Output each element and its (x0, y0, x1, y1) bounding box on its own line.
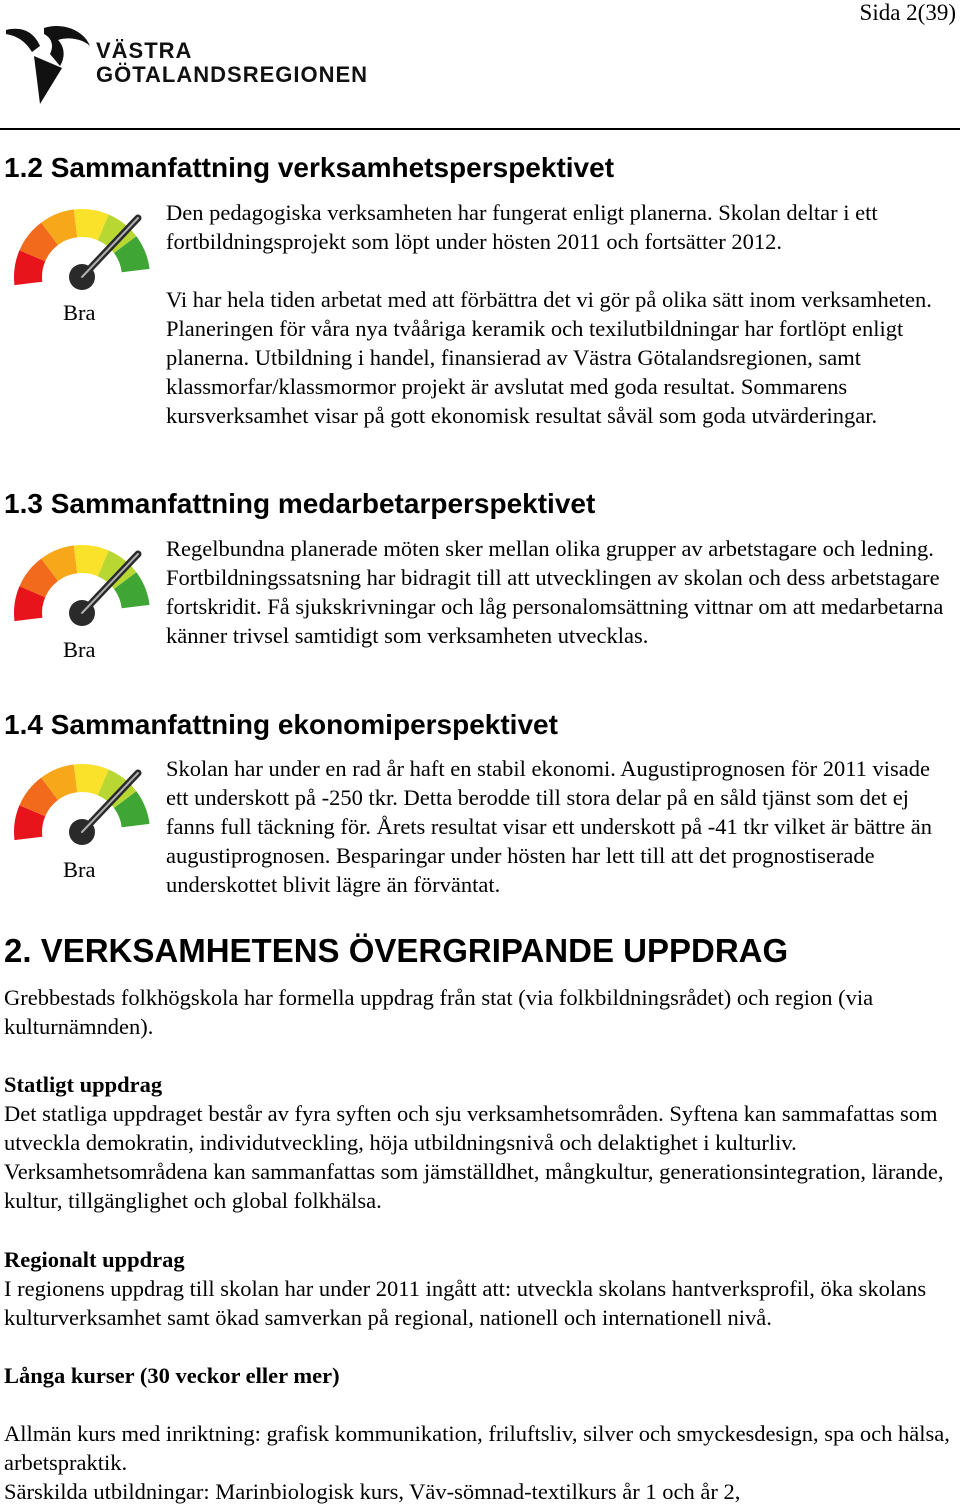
vgr-logo (4, 24, 394, 108)
paragraph-verksamhet-2: Vi har hela tiden arbetat med att förbättra det vi gör på olika sätt inom verksamheten. Planeringen för våra nya tvååriga keramik och texilutbildningar har fortlöpt enligt planerna. Utbildning i handel, finansierad av Västra Götalandsregionen, samt klassmorfar/klassmormor projekt är avslutat med goda resultat. Sommarens kursverksamhet visar på gott ekonomisk resultat såväl som goda utvärderingar. (166, 287, 932, 429)
general-courses-text: Allmän kurs med inriktning: grafisk kommunikation, friluftsliv, silver och smyckesdesign, spa och hälsa, arbetspraktik. (4, 1421, 950, 1476)
section-heading-ekonomi: 1.4 Sammanfattning ekonomiperspektivet (4, 709, 558, 740)
gauge-label-verksamhet: Bra (63, 300, 96, 325)
logo-text-line2: GÖTALANDSREGIONEN (96, 62, 369, 87)
intro-paragraph: Grebbestads folkhögskola har formella uppdrag från stat (via folkbildningsrådet) och region (via kulturnämnden). (4, 985, 874, 1040)
gauge-label-ekonomi: Bra (63, 857, 96, 882)
section-heading-verksamhet: 1.2 Sammanfattning verksamhetsperspektivet (4, 152, 615, 183)
paragraph-verksamhet-1: Den pedagogiska verksamheten har fungerat enligt planerna. Skolan deltar i ett fortbildningsprojekt som löpt under hösten 2011 och fortsätter 2012. (166, 200, 878, 255)
paragraph-medarbetare: Regelbundna planerade möten sker mellan olika grupper av arbetstagare och ledning. Fortbildningssatsning har bidragit till att utvecklingen av skolan och dess arbetstagare fortskridit. Få sjukskrivningar och låg personalomsättning vittnar om att medarbetarna känner trivsel samtidigt som verksamheten utvecklas. (166, 536, 944, 649)
special-courses-text: Särskilda utbildningar: Marinbiologisk kurs, Väv-sömnad-textilkurs år 1 och år 2, (4, 1479, 741, 1504)
gauge-meter-icon (10, 538, 152, 638)
section-heading-medarbetare: 1.3 Sammanfattning medarbetarperspektivet (4, 488, 596, 519)
state-mission-text: Det statliga uppdraget består av fyra syften och sju verksamhetsområden. Syftena kan sammafattas som utveckla demokratin, individutveckling, höja utbildningsnivå och delaktighet i kulturliv. Verksamhetsområdena kan sammanfattas som jämställdhet, mångkultur, generationsintegration, lärande, kultur, tillgänglighet och global folkhälsa. (4, 1101, 944, 1214)
gauge-label-medarbetare: Bra (63, 637, 96, 662)
logo-text-line1: VÄSTRA (96, 38, 193, 63)
gauge-ekonomi (10, 757, 152, 862)
paragraph-ekonomi: Skolan har under en rad år haft en stabil ekonomi. Augustiprognosen för 2011 visade ett underskott på -250 tkr. Detta berodde till stora delar på en såld tjänst som det ej fanns full täckning för. Årets resultat visar ett underskott på -41 tkr vilket är bättre än augustiprognosen. Besparingar under hösten har lett till att det prognostiserade underskottet blivit lägre än förväntat. (166, 756, 933, 898)
gauge-meter-icon (10, 202, 152, 302)
gauge-medarbetare (10, 538, 152, 643)
main-heading: 2. VERKSAMHETENS ÖVERGRIPANDE UPPDRAG (4, 932, 789, 969)
regional-mission-text: I regionens uppdrag till skolan har under 2011 ingått att: utveckla skolans hantverksprofil, öka skolans kulturverksamhet samt ökad samverkan på regional, nationell och internationell nivå. (4, 1276, 927, 1331)
vgr-logo-mark-icon (4, 24, 94, 108)
long-courses-heading: Långa kurser (30 veckor eller mer) (4, 1363, 340, 1388)
gauge-meter-icon (10, 757, 152, 857)
gauge-verksamhet (10, 202, 152, 307)
header-rule (0, 128, 960, 130)
regional-mission-heading: Regionalt uppdrag (4, 1247, 185, 1272)
state-mission-heading: Statligt uppdrag (4, 1072, 163, 1097)
page-number: Sida 2(39) (859, 0, 956, 25)
